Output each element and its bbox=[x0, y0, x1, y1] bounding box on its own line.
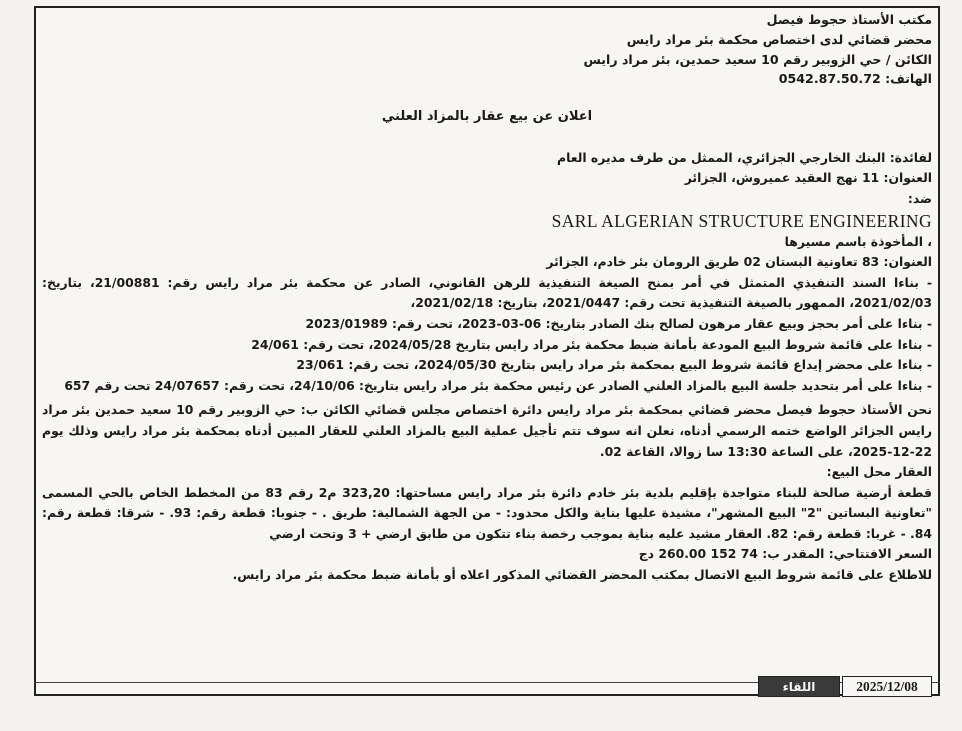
announcement-body bbox=[42, 10, 932, 586]
against-label: ضد: bbox=[907, 190, 932, 206]
ground-item-4: - بناءا على محضر إيداع قائمة شروط البيع بمحكمة بئر مراد رايس بتاريخ 2024/05/30، تحت رقم: 23/061 bbox=[296, 357, 932, 373]
office-name: مكتب الأستاذ حجوط فيصل bbox=[766, 12, 932, 27]
property-description: قطعة أرضية صالحة للبناء متواجدة بإقليم بلدية بئر خادم دائرة بئر مراد رايس مساحتها: 323,20 م2 رقم 83 من المخطط الخاص بالحي المسمى "تعاونية البساتين "2" البيع المشهر"، مشيدة عليها بناية والكل محدود: - من الجهة الشمالية: طريق . - جنوبا: قطعة رقم: 93. - شرقا: قطعة رقم: 84. - غربا: قطعة رقم: 82. العقار مشيد عليه بناية بموجب رخصة بناء تتكون من طابق ارضي + 3 وتحت ارضي bbox=[42, 484, 932, 541]
opening-price: السعر الافتتاحي: المقدر ب: 74 152 260.00 دج bbox=[638, 546, 932, 562]
office-phone: الهاتف: 0542.87.50.72 bbox=[778, 71, 932, 87]
property-heading: العقار محل البيع: bbox=[826, 464, 932, 480]
ground-item-2: - بناءا على أمر بحجز وبيع عقار مرهون لصالح بنك الصادر بتاريخ: 06-03-2023، تحت رقم: 2023/01989 bbox=[305, 315, 932, 331]
beneficiary-address: العنوان: 11 نهج العقيد عميروش، الجزائر bbox=[684, 170, 932, 186]
office-address: الكائن / حي الزوبير رقم 10 سعيد حمدين، بئر مراد رايس bbox=[583, 51, 932, 67]
announcement-paragraph: نحن الأستاذ حجوط فيصل محضر قضائي بمحكمة بئر مراد رايس دائرة اختصاص مجلس قضائي الكائن ب: حي الزوبير رقم 10 سعيد حمدين بئر مراد رايس الجزائر الواضع ختمه الرسمي أدناه، نعلن انه سوف تتم تأجيل عملية البيع بالمزاد العلني للعقار المبين أدناه بمحكمة بئر مراد رايس وذلك يوم 22-12-2025، على الساعة 13:30 سا زوالا، القاعة 02. bbox=[42, 402, 933, 459]
closing-note: للاطلاع على قائمة شروط البيع الاتصال بمكتب المحضر القضائي المذكور اعلاه أو بأمانة ضبط محكمة بئر مراد رايس. bbox=[232, 567, 932, 583]
newspaper-name: اللقاء bbox=[758, 676, 840, 697]
defendant-address: العنوان: 83 تعاونية البستان 02 طريق الرومان بئر خادم، الجزائر bbox=[546, 254, 932, 270]
publication-date: 2025/12/08 bbox=[842, 676, 932, 697]
defendant-represented: ، المأخوذة باسم مسيرها bbox=[784, 233, 932, 249]
office-role: محضر قضائي لدى اختصاص محكمة بئر مراد رايس bbox=[626, 31, 932, 47]
ground-item-5: - بناءا على أمر بتحديد جلسة البيع بالمزاد العلني الصادر عن رئيس محكمة بئر مراد رايس بتاريخ: 24/10/06، تحت رقم: 24/07657 تحت رقم 657 bbox=[64, 377, 932, 393]
beneficiary-line: لفائدة: البنك الخارجي الجزائري، الممثل من طرف مديره العام bbox=[556, 149, 932, 165]
ground-item-3: - بناءا على قائمة شروط البيع المودعة بأمانة ضبط محكمة بئر مراد رايس بتاريخ 2024/05/28، تحت رقم: 24/061 bbox=[251, 336, 932, 352]
defendant-name: SARL ALGERIAN STRUCTURE ENGINEERING bbox=[551, 210, 932, 231]
announcement-title: اعلان عن بيع عقار بالمزاد العلني bbox=[381, 109, 593, 125]
ground-item-1: - بناءا السند التنفيذي المتمثل في أمر بمنح الصيغة التنفيذية للرهن القانوني، الصادر عن محكمة بئر مراد رايس رقم: 21/00881، بتاريخ: 2021/02/03، الممهور بالصيغة التنفيذية تحت رقم: 2021/0447، بتاريخ: 2021/02/18، bbox=[42, 274, 932, 311]
